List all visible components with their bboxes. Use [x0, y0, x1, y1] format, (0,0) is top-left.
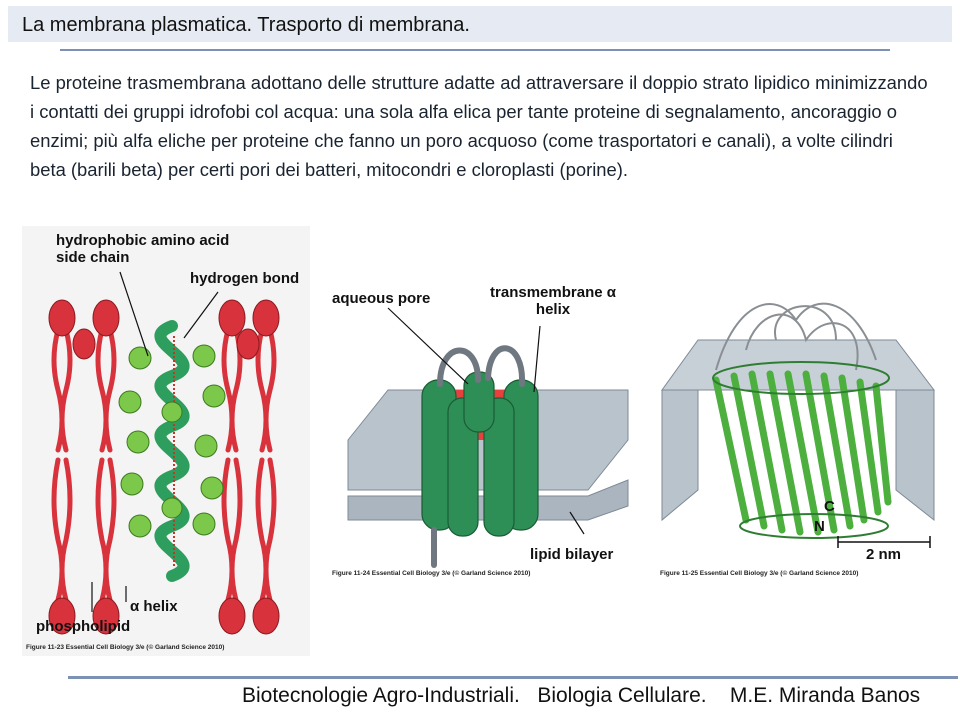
label-transmembrane-helix: transmembrane α helix [490, 284, 616, 318]
label-lipid-bilayer: lipid bilayer [530, 546, 614, 563]
figure2-caption: Figure 11-24 Essential Cell Biology 3/e (© Garland Science 2010) [332, 570, 531, 577]
title-divider [60, 49, 890, 51]
footer-divider [68, 676, 958, 679]
figure-beta-barrel [656, 280, 938, 580]
phospholipid-left-group [54, 330, 114, 600]
alpha-helix-ribbon [160, 326, 183, 576]
slide-title: La membrana plasmatica. Trasporto di membrana. [22, 14, 470, 36]
figure-helix-pore [328, 280, 636, 580]
label-c-terminus: C [824, 498, 835, 515]
label-hydrogen-bond: hydrogen bond [190, 270, 300, 287]
pore-drawing [328, 280, 636, 580]
figure3-caption: Figure 11-25 Essential Cell Biology 3/e (© Garland Science 2010) [660, 570, 859, 577]
beta-barrel-drawing [656, 280, 938, 580]
label-phospholipid: phospholipid [36, 618, 131, 635]
label-scale-bar: 2 nm [866, 546, 902, 563]
beta-strands [716, 374, 888, 532]
footer-text: Biotecnologie Agro-Industriali. Biologia Cellulare. M.E. Miranda Banos [242, 684, 921, 707]
figure1-caption: Figure 11-23 Essential Cell Biology 3/e (© Garland Science 2010) [26, 644, 225, 651]
helix-membrane-drawing [22, 226, 310, 656]
phospholipid-right-group [224, 330, 274, 600]
body-paragraph: Le proteine trasmembrana adottano delle strutture adatte ad attraversare il doppio strato lipidico minimizzando i contatti dei gruppi idrofobi col acqua: una sola alfa elica per tante proteine di segnalamento, ancoraggio o enzimi; più alfa eliche per proteine che fanno un poro acquoso (come trasportatori e canali), a volte cilindri beta (barili beta) per certi pori dei batteri, mitocondri e cloroplasti (porine). [30, 72, 928, 180]
label-aqueous-pore: aqueous pore [332, 290, 431, 307]
label-n-terminus: N [814, 518, 825, 535]
figure-single-helix [22, 226, 310, 656]
label-side-chain: hydrophobic amino acid side chain [56, 232, 230, 266]
label-alpha-helix: α helix [130, 598, 178, 615]
membrane-top-face [662, 340, 934, 390]
